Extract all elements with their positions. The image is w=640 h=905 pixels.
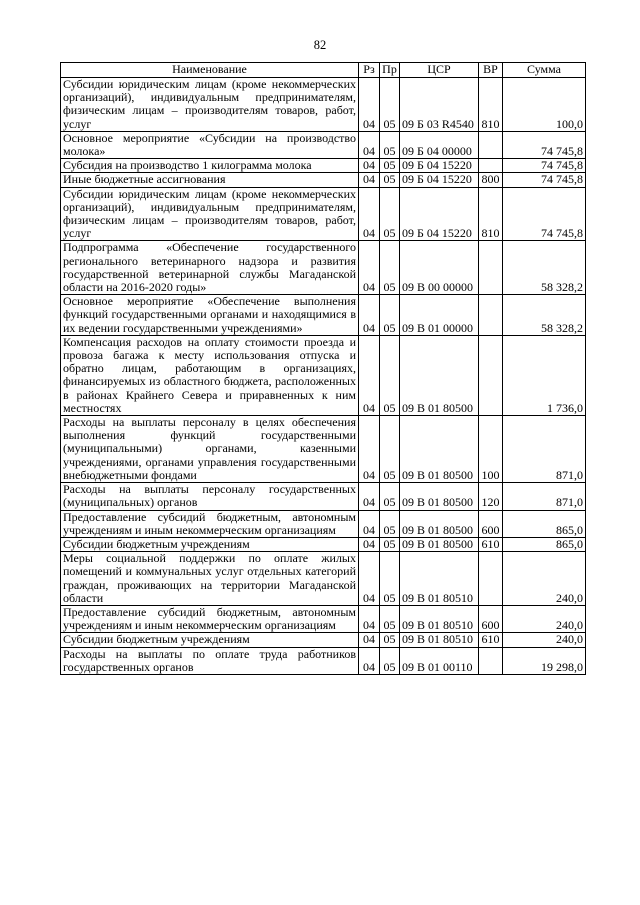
cell-sum: 865,0 xyxy=(503,537,586,551)
header-vr: ВР xyxy=(479,63,503,78)
cell-pr: 05 xyxy=(380,335,400,415)
cell-sum: 100,0 xyxy=(503,78,586,132)
cell-pr: 05 xyxy=(380,537,400,551)
cell-name: Основное мероприятие «Субсидии на производство молока» xyxy=(61,131,359,158)
table-row xyxy=(61,335,586,415)
cell-vr: 810 xyxy=(479,187,503,241)
cell-vr xyxy=(479,335,503,415)
header-rz: Рз xyxy=(359,63,380,78)
table-row xyxy=(61,131,586,158)
cell-csr: 09 В 01 80510 xyxy=(400,605,479,632)
cell-vr: 120 xyxy=(479,483,503,510)
cell-name: Иные бюджетные ассигнования xyxy=(61,173,359,187)
cell-csr: 09 В 01 80500 xyxy=(400,335,479,415)
cell-vr: 610 xyxy=(479,633,503,647)
cell-name: Предоставление субсидий бюджетным, автономным учреждениям и иным некоммерческим организациям xyxy=(61,510,359,537)
cell-name: Расходы на выплаты персоналу в целях обеспечения выполнения функций государственными (муниципальными) органами, казенными учреждениями, органами управления государственными внебюджетными фондами xyxy=(61,416,359,483)
cell-name: Субсидии бюджетным учреждениям xyxy=(61,537,359,551)
budget-table xyxy=(60,62,586,675)
cell-pr: 05 xyxy=(380,131,400,158)
cell-sum: 871,0 xyxy=(503,483,586,510)
cell-pr: 05 xyxy=(380,483,400,510)
header-sum: Сумма xyxy=(503,63,586,78)
cell-pr: 05 xyxy=(380,159,400,173)
cell-vr: 800 xyxy=(479,173,503,187)
page-number: 82 xyxy=(313,38,327,52)
cell-rz: 04 xyxy=(359,173,380,187)
cell-vr xyxy=(479,241,503,295)
cell-sum: 240,0 xyxy=(503,552,586,606)
table-row xyxy=(61,537,586,551)
table-row xyxy=(61,78,586,132)
cell-pr: 05 xyxy=(380,416,400,483)
cell-rz: 04 xyxy=(359,131,380,158)
table-row xyxy=(61,633,586,647)
cell-name: Субсидия на производство 1 килограмма молока xyxy=(61,159,359,173)
cell-vr: 610 xyxy=(479,537,503,551)
table-row xyxy=(61,173,586,187)
cell-pr: 05 xyxy=(380,552,400,606)
cell-csr: 09 В 01 00110 xyxy=(400,647,479,674)
cell-sum: 58 328,2 xyxy=(503,241,586,295)
cell-vr xyxy=(479,159,503,173)
header-name: Наименование xyxy=(61,63,359,78)
header-csr: ЦСР xyxy=(400,63,479,78)
cell-name: Меры социальной поддержки по оплате жилых помещений и коммунальных услуг отдельных категорий граждан, проживающих на территории Магаданской области xyxy=(61,552,359,606)
cell-csr: 09 Б 04 15220 xyxy=(400,159,479,173)
cell-csr: 09 В 01 80500 xyxy=(400,510,479,537)
table-header-row xyxy=(61,63,586,78)
cell-csr: 09 Б 04 15220 xyxy=(400,173,479,187)
cell-pr: 05 xyxy=(380,78,400,132)
table-row xyxy=(61,483,586,510)
cell-rz: 04 xyxy=(359,510,380,537)
cell-rz: 04 xyxy=(359,633,380,647)
cell-sum: 74 745,8 xyxy=(503,131,586,158)
cell-name: Основное мероприятие «Обеспечение выполнения функций государственными органами и находящимися в их ведении государственными учреждениями» xyxy=(61,295,359,336)
table-row xyxy=(61,241,586,295)
cell-rz: 04 xyxy=(359,335,380,415)
cell-name: Предоставление субсидий бюджетным, автономным учреждениям и иным некоммерческим организациям xyxy=(61,605,359,632)
cell-sum: 74 745,8 xyxy=(503,187,586,241)
cell-sum: 871,0 xyxy=(503,416,586,483)
cell-csr: 09 Б 04 00000 xyxy=(400,131,479,158)
cell-vr xyxy=(479,295,503,336)
cell-rz: 04 xyxy=(359,187,380,241)
cell-name: Субсидии юридическим лицам (кроме некоммерческих организаций), индивидуальным предпринимателям, физическим лицам – производителям товаров, работ, услуг xyxy=(61,187,359,241)
cell-rz: 04 xyxy=(359,295,380,336)
cell-vr xyxy=(479,131,503,158)
table-row xyxy=(61,416,586,483)
cell-vr: 100 xyxy=(479,416,503,483)
cell-vr xyxy=(479,647,503,674)
cell-rz: 04 xyxy=(359,605,380,632)
cell-vr: 810 xyxy=(479,78,503,132)
cell-name: Расходы на выплаты персоналу государственных (муниципальных) органов xyxy=(61,483,359,510)
cell-csr: 09 В 01 00000 xyxy=(400,295,479,336)
cell-rz: 04 xyxy=(359,159,380,173)
cell-csr: 09 В 01 80510 xyxy=(400,552,479,606)
cell-pr: 05 xyxy=(380,633,400,647)
cell-name: Подпрограмма «Обеспечение государственного регионального ветеринарного надзора и развития государственной ветеринарной службы Магаданской области на 2016-2020 годы» xyxy=(61,241,359,295)
cell-sum: 865,0 xyxy=(503,510,586,537)
cell-rz: 04 xyxy=(359,552,380,606)
cell-csr: 09 В 01 80500 xyxy=(400,537,479,551)
cell-vr: 600 xyxy=(479,510,503,537)
cell-name: Субсидии юридическим лицам (кроме некоммерческих организаций), индивидуальным предпринимателям, физическим лицам – производителям товаров, работ, услуг xyxy=(61,78,359,132)
cell-rz: 04 xyxy=(359,241,380,295)
cell-pr: 05 xyxy=(380,241,400,295)
cell-sum: 19 298,0 xyxy=(503,647,586,674)
cell-rz: 04 xyxy=(359,647,380,674)
cell-sum: 240,0 xyxy=(503,633,586,647)
table-row xyxy=(61,647,586,674)
table-row xyxy=(61,552,586,606)
cell-rz: 04 xyxy=(359,78,380,132)
cell-csr: 09 В 01 80500 xyxy=(400,416,479,483)
header-pr: Пр xyxy=(380,63,400,78)
cell-pr: 05 xyxy=(380,173,400,187)
cell-rz: 04 xyxy=(359,483,380,510)
cell-pr: 05 xyxy=(380,187,400,241)
cell-csr: 09 В 01 80510 xyxy=(400,633,479,647)
cell-csr: 09 Б 03 R4540 xyxy=(400,78,479,132)
cell-csr: 09 Б 04 15220 xyxy=(400,187,479,241)
cell-pr: 05 xyxy=(380,605,400,632)
cell-pr: 05 xyxy=(380,647,400,674)
table-row xyxy=(61,605,586,632)
cell-sum: 58 328,2 xyxy=(503,295,586,336)
cell-pr: 05 xyxy=(380,295,400,336)
cell-sum: 240,0 xyxy=(503,605,586,632)
cell-name: Расходы на выплаты по оплате труда работников государственных органов xyxy=(61,647,359,674)
table-row xyxy=(61,295,586,336)
cell-csr: 09 В 00 00000 xyxy=(400,241,479,295)
cell-name: Субсидии бюджетным учреждениям xyxy=(61,633,359,647)
table-row xyxy=(61,187,586,241)
cell-sum: 74 745,8 xyxy=(503,173,586,187)
cell-sum: 1 736,0 xyxy=(503,335,586,415)
cell-pr: 05 xyxy=(380,510,400,537)
cell-rz: 04 xyxy=(359,416,380,483)
cell-rz: 04 xyxy=(359,537,380,551)
cell-vr xyxy=(479,552,503,606)
table-row xyxy=(61,159,586,173)
cell-vr: 600 xyxy=(479,605,503,632)
table-row xyxy=(61,510,586,537)
cell-name: Компенсация расходов на оплату стоимости проезда и провоза багажа к месту использования отпуска и обратно лицам, работающим в организациях, финансируемых из областного бюджета, расположенных в районах Крайнего Севера и приравненных к ним местностях xyxy=(61,335,359,415)
cell-sum: 74 745,8 xyxy=(503,159,586,173)
cell-csr: 09 В 01 80500 xyxy=(400,483,479,510)
